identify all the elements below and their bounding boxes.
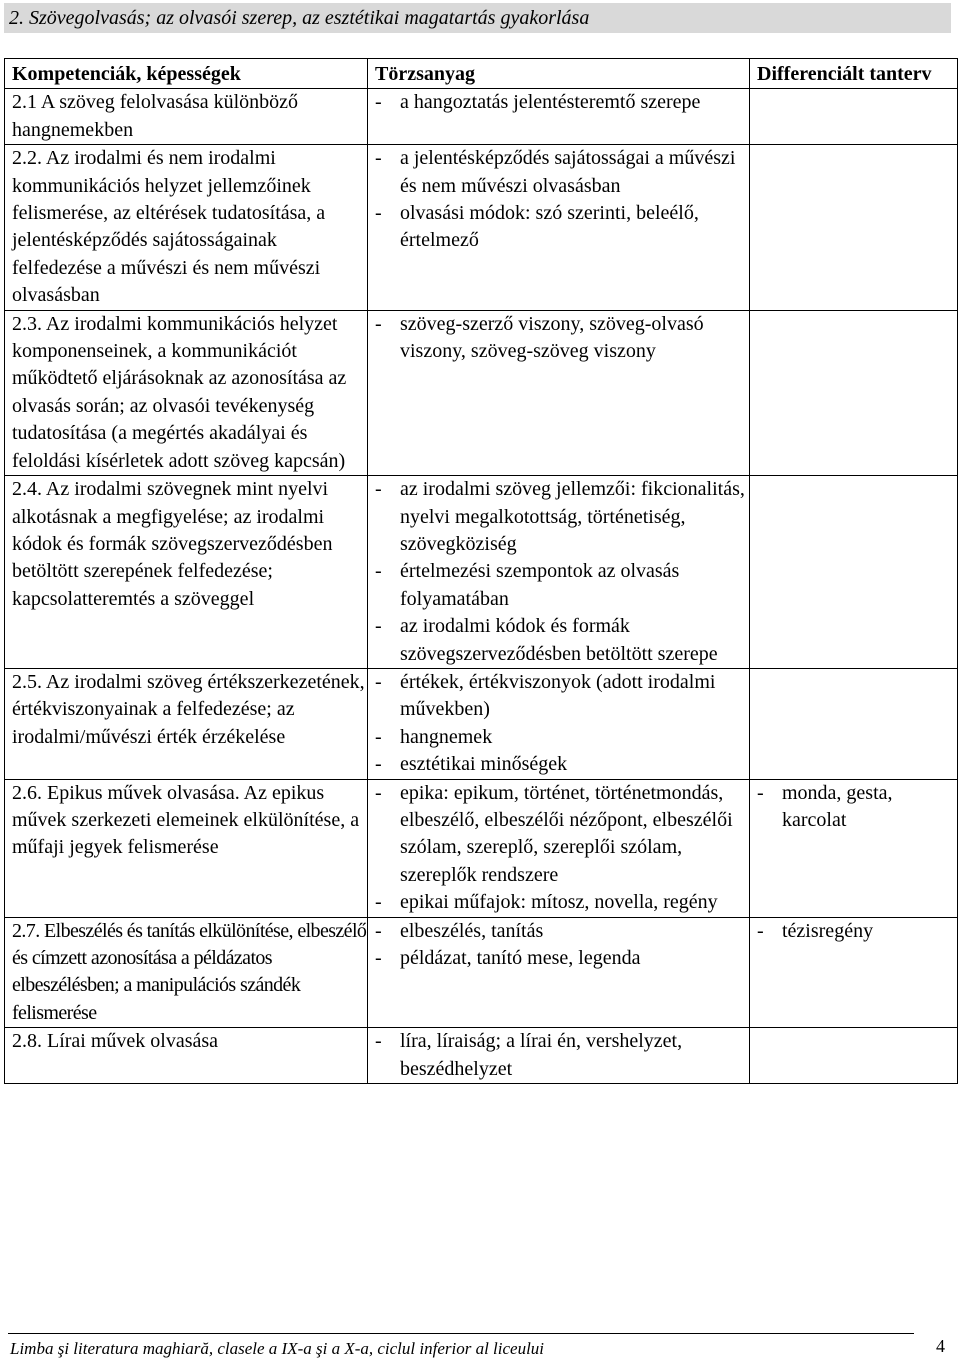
- competence-cell: [5, 917, 368, 1028]
- competence-text: 2.1 A szöveg felolvasása különböző hangnemekben: [12, 91, 299, 141]
- core-content-cell: [368, 668, 750, 779]
- competence-text: 2.8. Lírai művek olvasása: [12, 1030, 219, 1053]
- competence-cell: [5, 476, 368, 669]
- core-content-list: [375, 311, 749, 366]
- differentiated-cell: [750, 145, 958, 310]
- table-body: [5, 89, 958, 1084]
- competence-text: 2.2. Az irodalmi és nem irodalmi kommunikációs helyzet jellemzőinek felismerése, az eltérések tudatosítása, a jelentésképződés sajátosságainak felfedezése a művészi és nem művészi olvasásban: [12, 147, 326, 307]
- table-header-row: [5, 59, 958, 89]
- core-content-list: [375, 669, 749, 779]
- table-row: [5, 1028, 958, 1084]
- differentiated-cell: [750, 1028, 958, 1084]
- footer-text: Limba şi literatura maghiară, clasele a IX-a şi a X-a, ciclul inferior al liceului: [10, 1339, 545, 1358]
- core-content-item: - esztétikai minőségek: [375, 751, 749, 778]
- core-content-list: [375, 1028, 749, 1083]
- core-content-item: - hangnemek: [375, 724, 749, 751]
- core-content-list: [375, 918, 749, 973]
- core-content-cell: [368, 476, 750, 669]
- core-content-list: [375, 780, 749, 917]
- competence-text: 2.5. Az irodalmi szöveg értékszerkezetének, értékviszonyainak a felfedezése; az irodalmi/művészi érték érzékelése: [12, 670, 365, 748]
- differentiated-item: - tézisregény: [757, 918, 957, 945]
- column-header-differentiated: Differenciált tanterv: [750, 59, 958, 89]
- differentiated-cell: [750, 668, 958, 779]
- differentiated-cell: [750, 89, 958, 145]
- page-number: 4: [936, 1336, 945, 1356]
- core-content-item: - értékek, értékviszonyok (adott irodalmi művekben): [375, 669, 749, 724]
- competence-text: 2.3. Az irodalmi kommunikációs helyzet komponenseinek, a kommunikációt működtető eljárásoknak az azonosítása az olvasás során; az olvasói tevékenység tudatosítása (a megértés akadályai és feloldási kísérletek adott szöveg kapcsán): [12, 312, 347, 472]
- table-row: [5, 476, 958, 669]
- competence-cell: [5, 145, 368, 310]
- core-content-item: - epika: epikum, történet, történetmondás, elbeszélő, elbeszélői nézőpont, elbeszélői szólam, szereplő, szereplői szólam, szereplők rendszere: [375, 780, 749, 890]
- section-heading: 2. Szövegolvasás; az olvasói szerep, az esztétikai magatartás gyakorlása: [4, 3, 951, 33]
- table-row: [5, 917, 958, 1028]
- table-row: [5, 145, 958, 310]
- table-row: [5, 779, 958, 917]
- competence-cell: [5, 89, 368, 145]
- table-row: [5, 89, 958, 145]
- competence-text: 2.4. Az irodalmi szövegnek mint nyelvi alkotásnak a megfigyelése; az irodalmi kódok és formák szövegszerveződésben betöltött szerepének felfedezése; kapcsolatteremtés a szöveggel: [12, 478, 333, 610]
- core-content-item: - az irodalmi kódok és formák szövegszerveződésben betöltött szerepe: [375, 613, 749, 668]
- competence-text: 2.7. Elbeszélés és tanítás elkülönítése, elbeszélő és címzett azonosítása a példázatos elbeszélésben; a manipulációs szándék felismerése: [12, 919, 367, 1024]
- curriculum-table: [4, 58, 958, 1084]
- competence-cell: [5, 310, 368, 475]
- footer-divider: [8, 1333, 914, 1334]
- core-content-item: - a jelentésképződés sajátosságai a művészi és nem művészi olvasásban: [375, 145, 749, 200]
- core-content-item: - a hangoztatás jelentésteremtő szerepe: [375, 89, 749, 116]
- core-content-list: [375, 476, 749, 668]
- core-content-list: [375, 89, 749, 116]
- competence-cell: [5, 1028, 368, 1084]
- table-row: [5, 310, 958, 475]
- competence-cell: [5, 779, 368, 917]
- core-content-cell: [368, 310, 750, 475]
- core-content-item: - szöveg-szerző viszony, szöveg-olvasó viszony, szöveg-szöveg viszony: [375, 311, 749, 366]
- differentiated-item: - monda, gesta, karcolat: [757, 780, 957, 835]
- core-content-item: - példázat, tanító mese, legenda: [375, 945, 749, 972]
- differentiated-list: [757, 918, 957, 945]
- table-row: [5, 668, 958, 779]
- core-content-item: - az irodalmi szöveg jellemzői: fikcionalitás, nyelvi megalkotottság, történetiség, szövegköziség: [375, 476, 749, 558]
- core-content-list: [375, 145, 749, 255]
- differentiated-cell: [750, 779, 958, 917]
- column-header-core-content: Törzsanyag: [368, 59, 750, 89]
- differentiated-cell: [750, 917, 958, 1028]
- core-content-item: - olvasási módok: szó szerinti, beleélő, értelmező: [375, 200, 749, 255]
- core-content-cell: [368, 1028, 750, 1084]
- differentiated-list: [757, 780, 957, 835]
- competence-text: 2.6. Epikus művek olvasása. Az epikus művek szerkezeti elemeinek elkülönítése, a műfaji jegyek felismerése: [12, 781, 360, 859]
- competence-cell: [5, 668, 368, 779]
- core-content-cell: [368, 779, 750, 917]
- core-content-item: - értelmezési szempontok az olvasás folyamatában: [375, 558, 749, 613]
- core-content-cell: [368, 145, 750, 310]
- core-content-cell: [368, 89, 750, 145]
- differentiated-cell: [750, 476, 958, 669]
- column-header-competences: Kompetenciák, képességek: [5, 59, 368, 89]
- core-content-cell: [368, 917, 750, 1028]
- core-content-item: - elbeszélés, tanítás: [375, 918, 749, 945]
- core-content-item: - epikai műfajok: mítosz, novella, regény: [375, 889, 749, 916]
- core-content-item: - líra, líraiság; a lírai én, vershelyzet, beszédhelyzet: [375, 1028, 749, 1083]
- differentiated-cell: [750, 310, 958, 475]
